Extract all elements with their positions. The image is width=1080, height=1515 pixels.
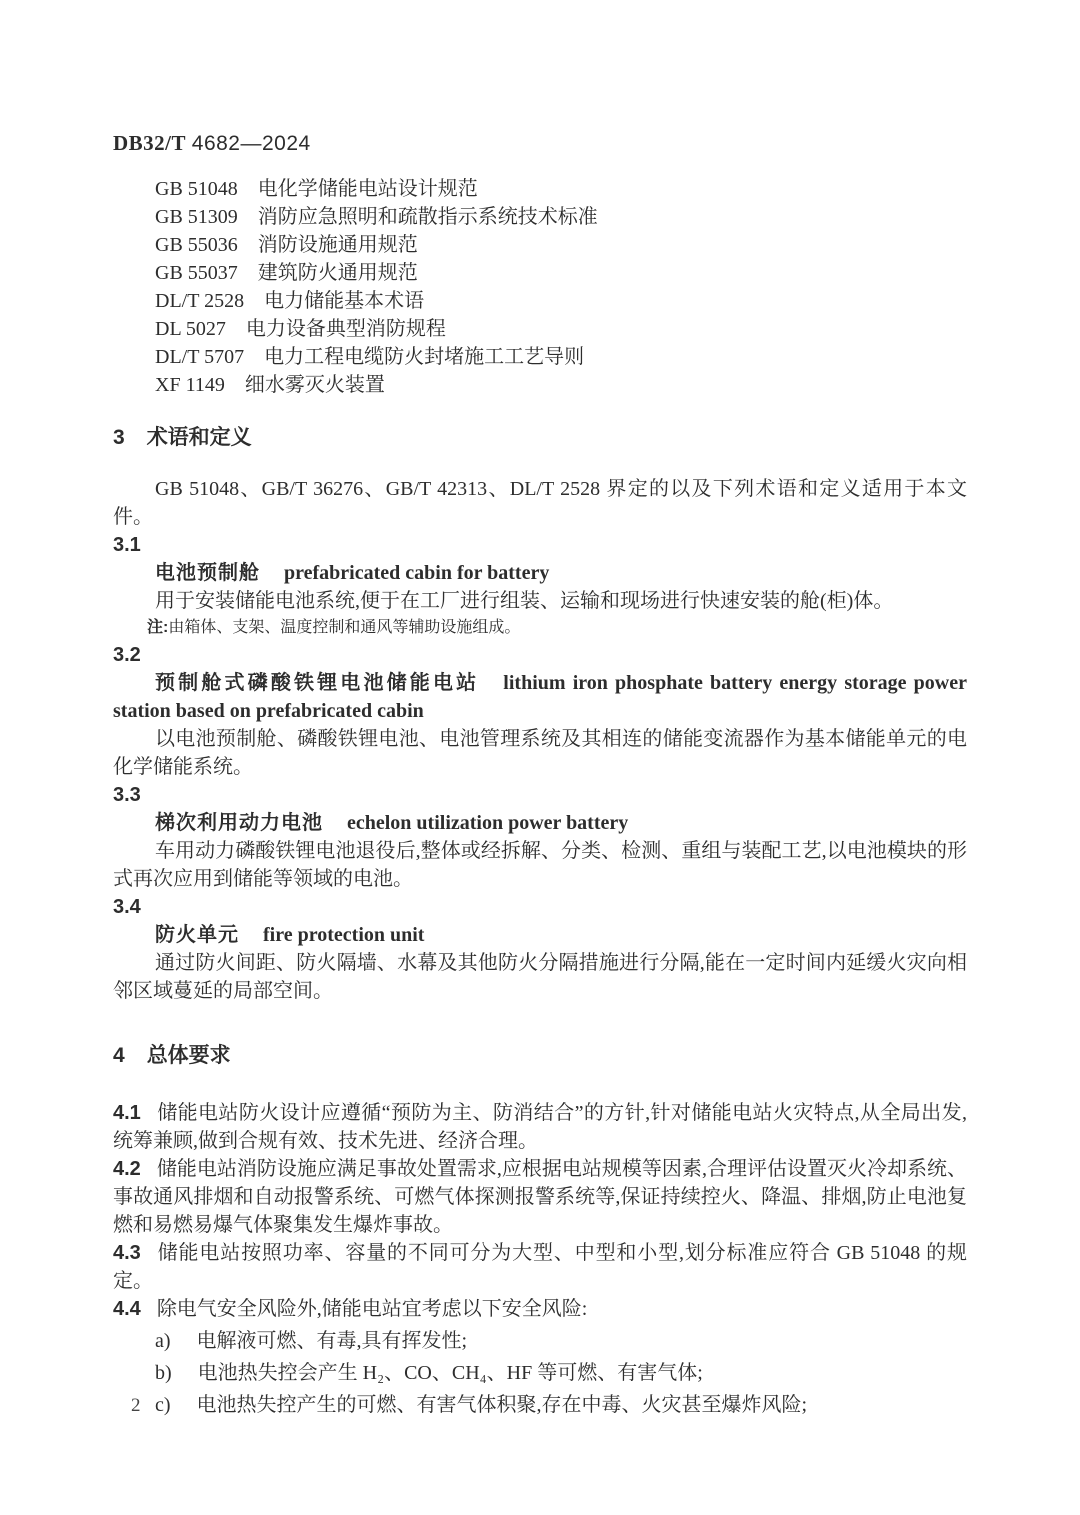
section-3-heading (113, 423, 967, 453)
page-number: 2 (131, 1395, 141, 1416)
clause-4-2 (113, 1155, 967, 1239)
reference-item (155, 231, 967, 259)
term-name-chinese: 梯次利用动力电池 (155, 812, 323, 834)
term-name-english: lithium iron phosphate battery energy storage power station based on prefabricated cabin (113, 672, 967, 722)
clause-4-4-item-a (155, 1327, 967, 1355)
note-label: 注: (147, 619, 169, 636)
list-item-label: c) (155, 1394, 171, 1416)
reference-item (155, 287, 967, 315)
section-number: 4 (113, 1044, 125, 1067)
reference-title: 电化学储能电站设计规范 (257, 178, 478, 200)
reference-item (155, 203, 967, 231)
reference-title: 消防应急照明和疏散指示系统技术标准 (257, 206, 598, 228)
clause-4-3 (113, 1239, 967, 1295)
standard-code-number: 4682—2024 (191, 132, 311, 155)
section-4-heading (113, 1041, 967, 1071)
reference-code: GB 51309 (155, 206, 238, 228)
note-text: 由箱体、支架、温度控制和通风等辅助设施组成。 (168, 619, 521, 636)
reference-code: DL/T 5707 (155, 346, 245, 368)
term-name (113, 921, 967, 949)
list-item-text: 电池热失控产生的可燃、有害气体积聚,存在中毒、火灾甚至爆炸风险; (196, 1394, 808, 1416)
reference-item (155, 343, 967, 371)
section-title: 总体要求 (146, 1044, 231, 1067)
term-definition: 以电池预制舱、磷酸铁锂电池、电池管理系统及其相连的储能变流器作为基本储能单元的电化学储能系统。 (113, 728, 967, 778)
clause-text: 除电气安全风险外,储能电站宜考虑以下安全风险: (156, 1298, 588, 1320)
term-definition: 用于安装储能电池系统,便于在工厂进行组装、运输和现场进行快速安装的舱(柜)体。 (155, 590, 894, 612)
term-entry-3-3 (113, 781, 967, 893)
normative-references-list (155, 175, 967, 399)
clause-4-4 (113, 1295, 967, 1323)
reference-item (155, 315, 967, 343)
reference-code: DL/T 2528 (155, 290, 245, 312)
reference-code: XF 1149 (155, 374, 225, 396)
clause-text: 储能电站消防设施应满足事故处置需求,应根据电站规模等因素,合理评估设置灭火冷却系统、事故通风排烟和自动报警系统、可燃气体探测报警系统等,保证持续控火、降温、排烟,防止电池复燃和易燃易爆气体聚集发生爆炸事故。 (113, 1158, 967, 1236)
reference-code: GB 55037 (155, 262, 238, 284)
section-title: 术语和定义 (146, 426, 252, 449)
clause-number: 4.3 (113, 1242, 141, 1264)
term-note (147, 615, 967, 641)
reference-item (155, 259, 967, 287)
term-definition: 车用动力磷酸铁锂电池退役后,整体或经拆解、分类、检测、重组与装配工艺,以电池模块的形式再次应用到储能等领域的电池。 (113, 840, 967, 890)
list-item-label: b) (155, 1362, 172, 1384)
clause-4-4-item-b (155, 1359, 967, 1387)
term-definition: 通过防火间距、防火隔墙、水幕及其他防火分隔措施进行分隔,能在一定时间内延缓火灾向相邻区域蔓延的局部空间。 (113, 952, 967, 1002)
reference-title: 建筑防火通用规范 (257, 262, 418, 284)
clause-number: 4.1 (113, 1102, 141, 1124)
term-name-english: prefabricated cabin for battery (284, 562, 550, 584)
term-name (113, 559, 967, 587)
clause-number: 4.4 (113, 1298, 141, 1320)
section-number: 3 (113, 426, 125, 449)
reference-title: 电力工程电缆防火封堵施工工艺导则 (264, 346, 585, 368)
list-item-text: 电解液可燃、有毒,具有挥发性; (196, 1330, 468, 1352)
term-entry-3-4 (113, 893, 967, 1005)
list-item-label: a) (155, 1330, 171, 1352)
reference-title: 细水雾灭火装置 (244, 374, 385, 396)
reference-title: 电力设备典型消防规程 (245, 318, 446, 340)
term-entry-3-1 (113, 531, 967, 641)
term-name (113, 809, 967, 837)
reference-title: 消防设施通用规范 (257, 234, 418, 256)
term-id: 3.4 (113, 896, 141, 918)
term-name-english: fire protection unit (263, 924, 425, 946)
standard-code-prefix: DB32/T (113, 131, 187, 155)
clause-text: 储能电站防火设计应遵循“预防为主、防消结合”的方针,针对储能电站火灾特点,从全局出发,统筹兼顾,做到合规有效、技术先进、经济合理。 (113, 1102, 967, 1152)
reference-code: DL 5027 (155, 318, 226, 340)
reference-code: GB 51048 (155, 178, 238, 200)
document-code-header (113, 128, 967, 159)
term-entry-3-2 (113, 641, 967, 781)
reference-item (155, 175, 967, 203)
list-item-text: 电池热失控会产生 H₂、CO、CH₄、HF 等可燃、有害气体; (197, 1362, 703, 1384)
reference-code: GB 55036 (155, 234, 238, 256)
term-id: 3.3 (113, 784, 141, 806)
reference-item (155, 371, 967, 399)
term-name-chinese: 电池预制舱 (155, 562, 260, 584)
clause-4-4-item-c (155, 1391, 967, 1419)
term-name (113, 669, 967, 725)
clause-number: 4.2 (113, 1158, 141, 1180)
clause-text: 储能电站按照功率、容量的不同可分为大型、中型和小型,划分标准应符合 GB 51048 的规定。 (113, 1242, 967, 1292)
term-id: 3.1 (113, 534, 141, 556)
term-id: 3.2 (113, 644, 141, 666)
clause-4-1 (113, 1099, 967, 1155)
term-name-english: echelon utilization power battery (347, 812, 629, 834)
reference-title: 电力储能基本术语 (264, 290, 425, 312)
term-name-chinese: 预制舱式磷酸铁锂电池储能电站 (155, 672, 480, 694)
section-3-intro: GB 51048、GB/T 36276、GB/T 42313、DL/T 2528 界定的以及下列术语和定义适用于本文件。 (113, 478, 967, 528)
term-name-chinese: 防火单元 (155, 924, 239, 946)
